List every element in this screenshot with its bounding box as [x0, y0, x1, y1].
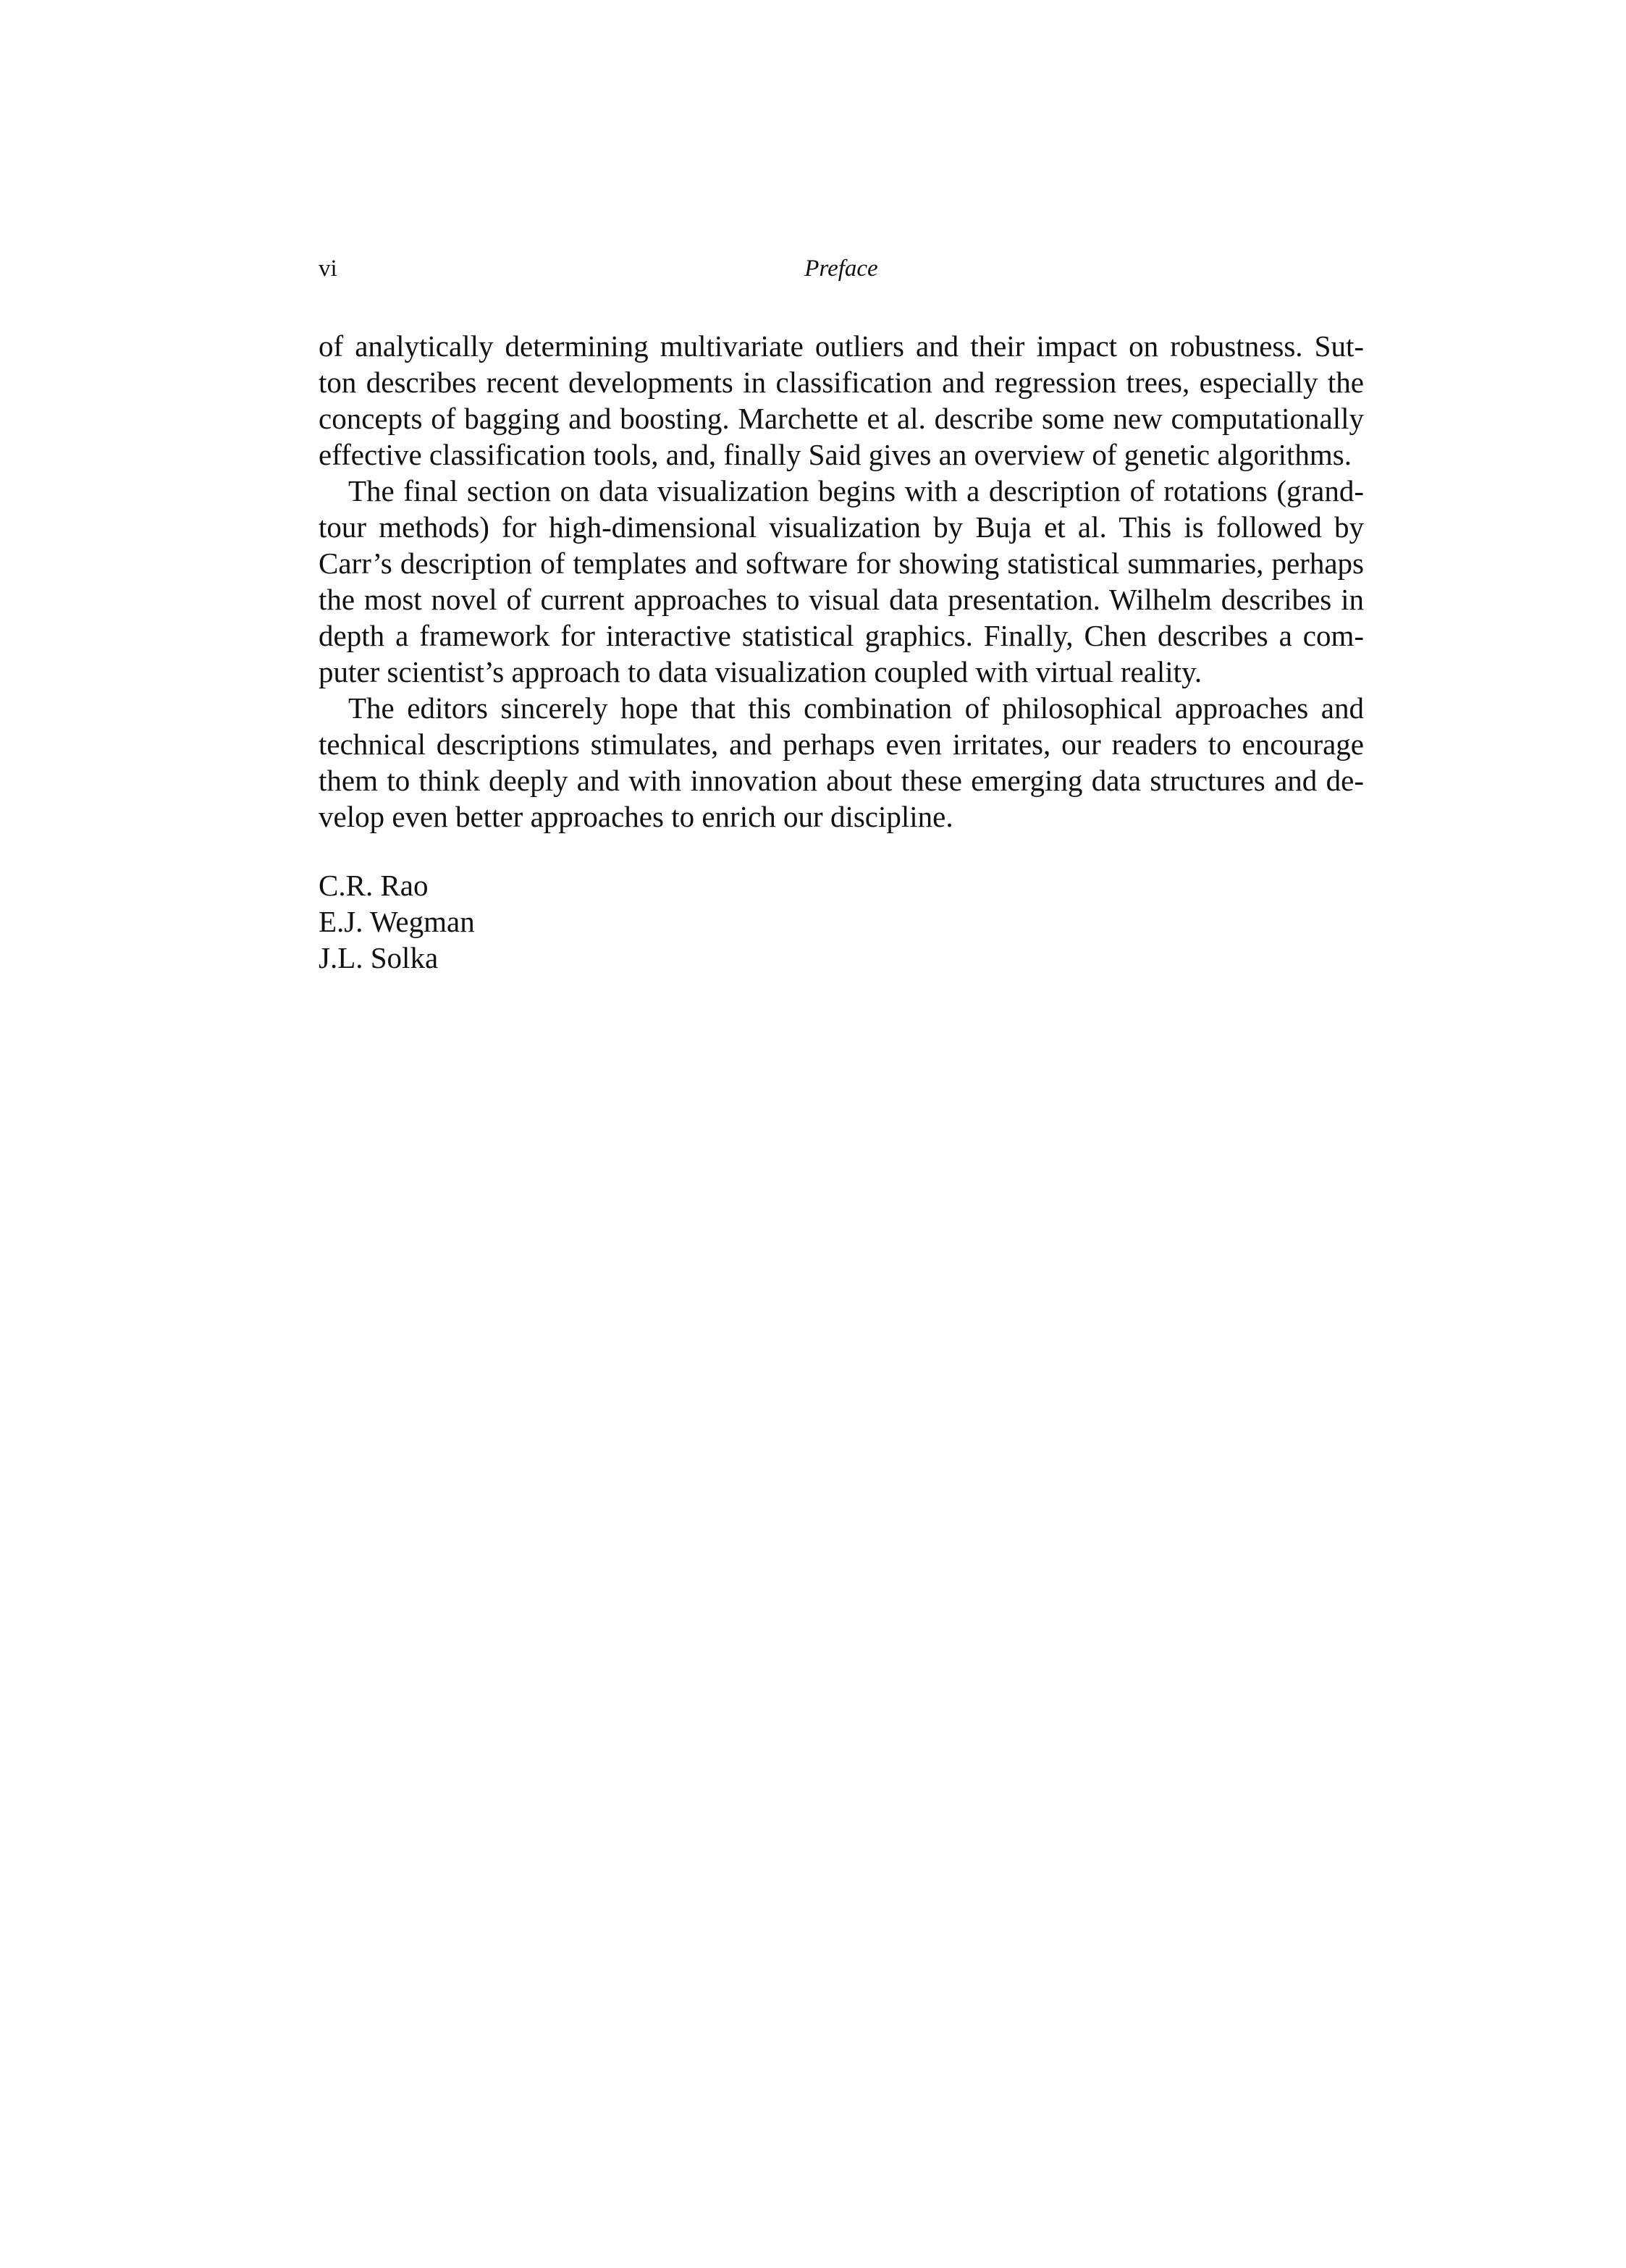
editor-name: E.J. Wegman	[319, 905, 475, 938]
text-line: velop even better approaches to enrich our discipline.	[319, 800, 953, 833]
text-line: them to think deeply and with innovation about these emerging data structures and de-	[319, 764, 1364, 797]
running-title: Preface	[804, 256, 878, 282]
text-line: the most novel of current approaches to visual data presentation. Wilhelm describes in	[319, 583, 1364, 616]
text-line: effective classification tools, and, finally Said gives an overview of genetic algorithms.	[319, 438, 1352, 471]
editor-signatures	[319, 867, 475, 976]
body-text	[319, 328, 1364, 835]
text-line: concepts of bagging and boosting. Marchette et al. describe some new computationally	[319, 402, 1364, 435]
text-line: The editors sincerely hope that this combination of philosophical approaches and	[348, 691, 1364, 725]
text-line: puter scientist’s approach to data visualization coupled with virtual reality.	[319, 655, 1202, 688]
editor-name: J.L. Solka	[319, 941, 439, 974]
text-line: The final section on data visualization begins with a description of rotations (grand-	[348, 474, 1364, 507]
text-line: depth a framework for interactive statistical graphics. Finally, Chen describes a com-	[319, 619, 1364, 652]
paragraph-3	[319, 690, 1364, 835]
running-head	[319, 250, 1364, 287]
text-line: technical descriptions stimulates, and perhaps even irritates, our readers to encourage	[319, 728, 1364, 761]
text-line: ton describes recent developments in classification and regression trees, especially the	[319, 366, 1364, 399]
text-line: of analytically determining multivariate outliers and their impact on robustness. Sut-	[319, 329, 1364, 363]
page-number: vi	[319, 256, 337, 282]
text-line: Carr’s description of templates and software for showing statistical summaries, perhaps	[319, 547, 1364, 580]
paragraph-1	[319, 328, 1364, 473]
editor-name: C.R. Rao	[319, 869, 429, 902]
text-line: tour methods) for high-dimensional visualization by Buja et al. This is followed by	[319, 510, 1364, 544]
paragraph-2	[319, 473, 1364, 690]
